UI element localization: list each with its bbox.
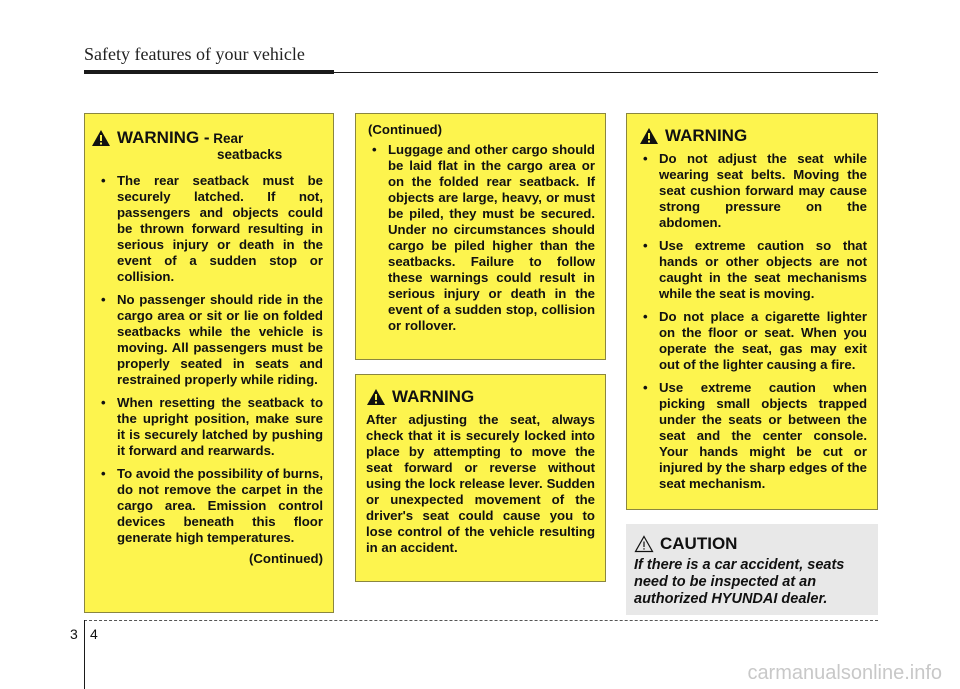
warning-triangle-icon bbox=[639, 127, 659, 145]
warning-box-continued bbox=[355, 113, 606, 360]
page-number: 4 bbox=[90, 626, 98, 642]
bullet-item: • Use extreme caution when picking small objects trapped under the seats or between the seat and the center console. Your hands might be cut or injured by the sharp edges of the seat mechanism. bbox=[633, 380, 867, 492]
warning-text: After adjusting the seat, always check that it is securely locked into place by attempting to move the seat forward or reverse without using the lock release lever. Sudden or unexpected movement of the driver's seat could cause you to lose control of the vehicle resulting in an accident. bbox=[366, 412, 595, 555]
warning-title: WARNING - bbox=[117, 128, 210, 147]
warning-triangle-icon bbox=[91, 129, 111, 147]
continued-label: (Continued) bbox=[368, 122, 442, 137]
warning-title: WARNING bbox=[665, 126, 748, 145]
warning-heading bbox=[366, 387, 595, 406]
bullet-item: • When resetting the seatback to the upright position, make sure it is securely latched by pushing it forward and rearwards. bbox=[91, 395, 323, 459]
caution-box bbox=[626, 524, 878, 615]
warning-triangle-icon bbox=[366, 388, 386, 406]
warning-bullet-list bbox=[362, 142, 595, 334]
bullet-item: • Use extreme caution so that hands or other objects are not caught in the seat mechanisms while the seat is moving. bbox=[633, 238, 867, 302]
continued-label: (Continued) bbox=[249, 551, 323, 566]
header-rule bbox=[84, 72, 878, 73]
caution-triangle-icon bbox=[634, 535, 654, 553]
bullet-item: • Do not adjust the seat while wearing seat belts. Moving the seat cushion forward may cause strong pressure on the abdomen. bbox=[633, 151, 867, 231]
footer-divider bbox=[84, 620, 85, 689]
caution-heading bbox=[634, 534, 868, 553]
bullet-item: • Luggage and other cargo should be laid flat in the cargo area or on the folded rear seatback. If objects are large, heavy, or must be piled, they must be secured. Under no circumstances should cargo be piled higher than the seatbacks. Failure to follow these warnings could result in serious injury or death in the event of a sudden stop, collision or rollover. bbox=[362, 142, 595, 334]
footer-rule bbox=[84, 620, 878, 621]
warning-title: WARNING bbox=[392, 387, 475, 406]
warning-subtitle-line1: Rear bbox=[213, 131, 244, 146]
warning-heading bbox=[633, 126, 867, 145]
warning-heading bbox=[91, 128, 323, 163]
warning-box-seat-adjust bbox=[626, 113, 878, 510]
warning-bullet-list bbox=[633, 151, 867, 492]
warning-box-seat-lock bbox=[355, 374, 606, 582]
warning-box-rear-seatbacks bbox=[84, 113, 334, 613]
watermark: carmanualsonline.info bbox=[747, 662, 942, 684]
section-number: 3 bbox=[70, 626, 78, 642]
page-header-title: Safety features of your vehicle bbox=[84, 44, 305, 64]
warning-bullet-list bbox=[91, 173, 323, 546]
bullet-item: • The rear seatback must be securely latched. If not, passengers and objects could be thrown forward resulting in serious injury or death in the event of a sudden stop or collision. bbox=[91, 173, 323, 285]
warning-subtitle-line2: seatbacks bbox=[217, 147, 283, 162]
bullet-item: • To avoid the possibility of burns, do not remove the carpet in the cargo area. Emission control devices beneath this floor generate high temperatures. bbox=[91, 466, 323, 546]
caution-title: CAUTION bbox=[660, 534, 738, 553]
bullet-item: • No passenger should ride in the cargo area or sit or lie on folded seatbacks while the vehicle is moving. All passengers must be properly seated in seats and restrained properly while riding. bbox=[91, 292, 323, 388]
caution-text: If there is a car accident, seats need to be inspected at an authorized HYUNDAI dealer. bbox=[634, 557, 845, 607]
bullet-item: • Do not place a cigarette lighter on the floor or seat. When you operate the seat, gas may exit out of the lighter causing a fire. bbox=[633, 309, 867, 373]
